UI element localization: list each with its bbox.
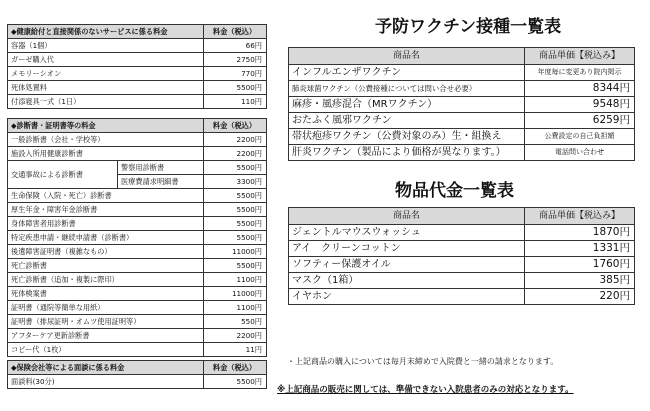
insurance-interview-fee-table bbox=[7, 360, 267, 389]
vaccine-price: 公費設定の自己負担額 bbox=[525, 129, 635, 145]
item-price: 5500円 bbox=[204, 231, 267, 245]
goods-price-body bbox=[289, 208, 635, 305]
vaccine-price-body bbox=[289, 48, 635, 161]
table-row bbox=[8, 245, 267, 259]
table-row bbox=[8, 81, 267, 95]
vaccine-price: 年度毎に変更あり院内掲示 bbox=[525, 65, 635, 81]
item-price: 5500円 bbox=[204, 375, 267, 389]
goods-table-title: 物品代金一覧表 bbox=[395, 181, 514, 201]
table-row bbox=[8, 217, 267, 231]
item-price: 5500円 bbox=[204, 161, 267, 175]
table-row bbox=[289, 97, 635, 113]
table-row bbox=[289, 289, 635, 305]
header-title: ◆診断書・証明書等の料金 bbox=[8, 119, 204, 133]
item-price: 11円 bbox=[204, 343, 267, 357]
header-unit-price: 商品単価【税込み】 bbox=[525, 48, 635, 65]
item-name: 付添寝具一式（1日） bbox=[8, 95, 204, 109]
item-price: 1100円 bbox=[204, 273, 267, 287]
item-subname: 警察用診断書 bbox=[118, 161, 204, 175]
item-name: 死亡診断書（追加・複製に際印） bbox=[8, 273, 204, 287]
certificate-fee-table bbox=[7, 118, 267, 357]
vaccine-name: 肝炎ワクチン（製品により価格が異なります。） bbox=[289, 145, 525, 161]
item-name: 証明書（排尿証明・オムツ使用証明等） bbox=[8, 315, 204, 329]
table-row bbox=[8, 203, 267, 217]
vaccine-price: 6259円 bbox=[525, 113, 635, 129]
table-row bbox=[8, 287, 267, 301]
item-price: 3300円 bbox=[204, 175, 267, 189]
goods-name: ジェントルマウスウォッシュ bbox=[289, 225, 525, 241]
vaccine-name: 帯状疱疹ワクチン（公費対象のみ）生・組換え bbox=[289, 129, 525, 145]
goods-price: 385円 bbox=[525, 273, 635, 289]
table-row bbox=[8, 343, 267, 357]
item-price: 5500円 bbox=[204, 189, 267, 203]
service-fee-table bbox=[7, 24, 267, 109]
table-row bbox=[8, 329, 267, 343]
item-price: 5500円 bbox=[204, 81, 267, 95]
table-row bbox=[8, 259, 267, 273]
header-product: 商品名 bbox=[289, 48, 525, 65]
table-row bbox=[289, 225, 635, 241]
item-price: 1100円 bbox=[204, 301, 267, 315]
vaccine-name: おたふく風邪ワクチン bbox=[289, 113, 525, 129]
vaccine-price: 8344円 bbox=[525, 81, 635, 97]
item-price: 2200円 bbox=[204, 133, 267, 147]
item-name: 容器（1個） bbox=[8, 39, 204, 53]
item-name: 特定疾患申請・継続申請書（診断書） bbox=[8, 231, 204, 245]
header-price: 料金（税込） bbox=[204, 361, 267, 375]
table-row bbox=[8, 95, 267, 109]
vaccine-price: 9548円 bbox=[525, 97, 635, 113]
header-product: 商品名 bbox=[289, 208, 525, 225]
item-price: 66円 bbox=[204, 39, 267, 53]
item-price: 2750円 bbox=[204, 53, 267, 67]
table-header-row bbox=[8, 25, 267, 39]
item-name: 面談料(30分) bbox=[8, 375, 204, 389]
goods-price: 1760円 bbox=[525, 257, 635, 273]
table-row bbox=[289, 273, 635, 289]
item-price: 11000円 bbox=[204, 287, 267, 301]
vaccine-table-title: 予防ワクチン接種一覧表 bbox=[375, 17, 562, 37]
table-row bbox=[8, 301, 267, 315]
item-price: 5500円 bbox=[204, 203, 267, 217]
table-row bbox=[289, 65, 635, 81]
table-row bbox=[8, 147, 267, 161]
table-row bbox=[8, 273, 267, 287]
goods-name: ソフティー保護オイル bbox=[289, 257, 525, 273]
certificate-fee-body bbox=[8, 119, 267, 357]
billing-note: ・上記商品の購入については毎月末締めで入院費と一緒の請求となります。 bbox=[287, 357, 559, 366]
header-title: ◆保険会社等による面談に係る料金 bbox=[8, 361, 204, 375]
service-fee-body bbox=[8, 25, 267, 109]
vaccine-price-table bbox=[288, 47, 635, 161]
header-unit-price: 商品単価【税込み】 bbox=[525, 208, 635, 225]
item-name: 死亡診断書 bbox=[8, 259, 204, 273]
table-header-row bbox=[8, 119, 267, 133]
table-row bbox=[8, 189, 267, 203]
table-row bbox=[289, 81, 635, 97]
item-name: メモリーシオン bbox=[8, 67, 204, 81]
table-header-row bbox=[289, 48, 635, 65]
table-header-row bbox=[8, 361, 267, 375]
item-price: 5500円 bbox=[204, 217, 267, 231]
vaccine-name: 麻疹・風疹混合（MRワクチン） bbox=[289, 97, 525, 113]
header-price: 料金（税込） bbox=[204, 25, 267, 39]
table-row bbox=[8, 39, 267, 53]
item-name: 厚生年金・障害年金診断書 bbox=[8, 203, 204, 217]
table-header-row bbox=[289, 208, 635, 225]
goods-price: 1331円 bbox=[525, 241, 635, 257]
item-name: 死体検案書 bbox=[8, 287, 204, 301]
table-row bbox=[289, 129, 635, 145]
goods-name: イヤホン bbox=[289, 289, 525, 305]
vaccine-price: 電話問い合わせ bbox=[525, 145, 635, 161]
table-row bbox=[8, 161, 267, 175]
table-row bbox=[289, 145, 635, 161]
item-name: 死体処置料 bbox=[8, 81, 204, 95]
item-price: 5500円 bbox=[204, 259, 267, 273]
item-name: 交通事故による診断書 bbox=[8, 161, 118, 189]
table-row bbox=[8, 67, 267, 81]
header-price: 料金（税込） bbox=[204, 119, 267, 133]
table-row bbox=[8, 133, 267, 147]
item-name: ガーゼ購入代 bbox=[8, 53, 204, 67]
goods-name: アイ クリーンコットン bbox=[289, 241, 525, 257]
item-price: 2200円 bbox=[204, 329, 267, 343]
item-name: 生命保険（入院・死亡）診断書 bbox=[8, 189, 204, 203]
goods-price-table bbox=[288, 207, 635, 305]
table-row bbox=[8, 375, 267, 389]
header-title: ◆健康給付と直接関係のないサービスに係る料金 bbox=[8, 25, 204, 39]
item-price: 11000円 bbox=[204, 245, 267, 259]
vaccine-name: インフルエンザワクチン bbox=[289, 65, 525, 81]
table-row bbox=[289, 257, 635, 273]
item-name: コピー代（1枚） bbox=[8, 343, 204, 357]
table-row bbox=[289, 113, 635, 129]
table-row bbox=[289, 241, 635, 257]
table-row bbox=[8, 53, 267, 67]
item-subname: 医療費請求明細書 bbox=[118, 175, 204, 189]
item-price: 2200円 bbox=[204, 147, 267, 161]
item-price: 770円 bbox=[204, 67, 267, 81]
item-price: 550円 bbox=[204, 315, 267, 329]
insurance-fee-body bbox=[8, 361, 267, 389]
item-name: 身体障害者用診断書 bbox=[8, 217, 204, 231]
goods-price: 1870円 bbox=[525, 225, 635, 241]
item-price: 110円 bbox=[204, 95, 267, 109]
table-row bbox=[8, 231, 267, 245]
sales-note: ※上記商品の販売に関しては、準備できない入院患者のみの対応となります。 bbox=[277, 385, 574, 395]
item-name: 後遺障害証明書（複雑なもの） bbox=[8, 245, 204, 259]
goods-name: マスク（1箱） bbox=[289, 273, 525, 289]
table-row bbox=[8, 315, 267, 329]
item-name: 一般診断書（会社・学校等） bbox=[8, 133, 204, 147]
item-name: 施設入所用健康診断書 bbox=[8, 147, 204, 161]
vaccine-name: 肺炎球菌ワクチン（公費接種については問い合せ必要） bbox=[289, 81, 525, 97]
goods-price: 220円 bbox=[525, 289, 635, 305]
item-name: 証明書（通院等簡単な用紙） bbox=[8, 301, 204, 315]
item-name: アフターケア更新診断書 bbox=[8, 329, 204, 343]
